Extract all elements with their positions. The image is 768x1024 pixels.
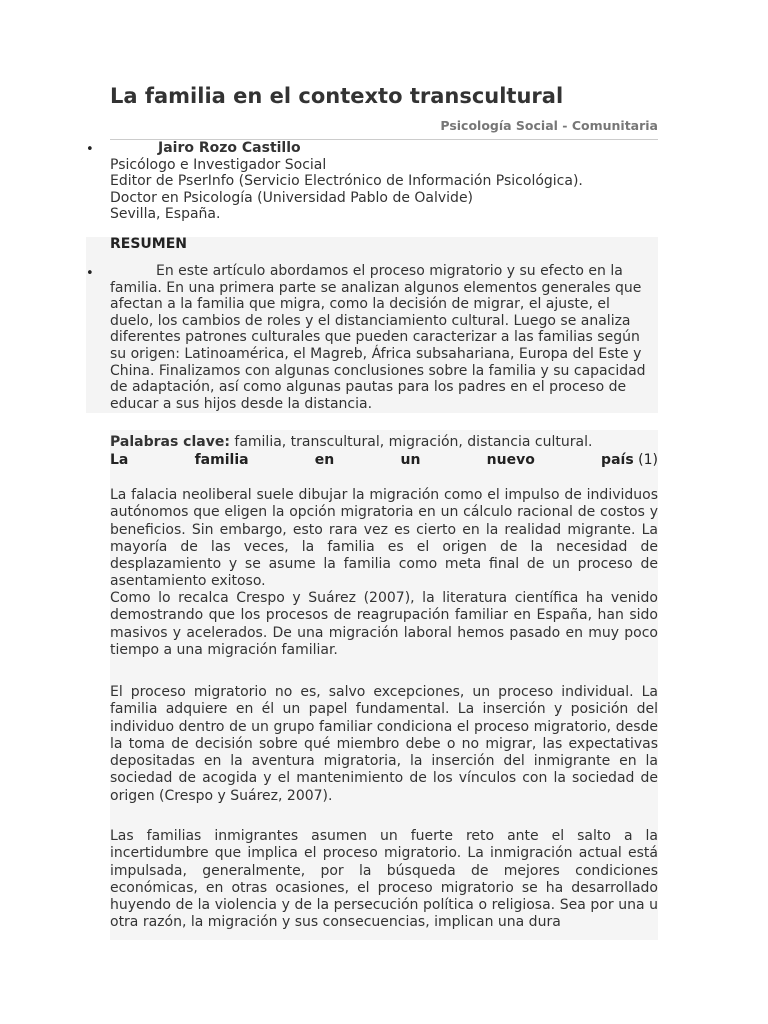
article-category[interactable]: Psicología Social - Comunitaria bbox=[440, 118, 658, 133]
section-heading bbox=[110, 452, 658, 469]
author-location: Sevilla, España. bbox=[110, 206, 221, 222]
author-block bbox=[110, 140, 670, 223]
summary-text-block bbox=[110, 263, 655, 412]
body-paragraph-2: Como lo recalca Crespo y Suárez (2007), la literatura científica ha venido demostrando que los procesos de reagrupación familiar en España, han sido masivos y acelerados. De una migración laboral hemos pasado en muy poco tiempo a una migración familiar. bbox=[110, 590, 658, 658]
article-title: La familia en el contexto transcultural bbox=[110, 84, 564, 108]
body-paragraph-3: El proceso migratorio no es, salvo excepciones, un proceso individual. La familia adquiere en él un papel fundamental. La inserción y posición del individuo dentro de un grupo familiar condiciona el proceso migratorio, desde la toma de decisión sobre qué miembro debe o no migrar, las expectativas depositadas en la aventura migratoria, la inserción del inmigrante en la sociedad de acogida y el mantenimiento de los vínculos con la sociedad de origen (Crespo y Suárez, 2007). bbox=[110, 684, 658, 804]
summary-bullet: • bbox=[86, 266, 94, 281]
body-paragraph-4: Las familias inmigrantes asumen un fuerte reto ante el salto a la incertidumbre que implica el proceso migratorio. La inmigración actual está impulsada, generalmente, por la búsqueda de mejores condiciones económicas, en otras ocasiones, el proceso migratorio se ha desarrollado huyendo de la violencia y de la persecución política o religiosa. Sea por una u otra razón, la migración y sus consecuencias, implican una dura bbox=[110, 828, 658, 931]
keywords-label: Palabras clave: bbox=[110, 434, 230, 450]
author-title: Psicólogo e Investigador Social bbox=[110, 156, 327, 173]
section-footnote-ref[interactable]: (1) bbox=[633, 452, 658, 468]
section-heading-word: familia bbox=[194, 452, 249, 468]
summary-heading: RESUMEN bbox=[110, 236, 188, 252]
author-bullet: • bbox=[86, 142, 94, 157]
author-degree: Doctor en Psicología (Universidad Pablo de Oalvide) bbox=[110, 189, 474, 206]
section-heading-word: país bbox=[601, 452, 634, 468]
keywords-line bbox=[110, 434, 658, 451]
author-editor: Editor de PserInfo (Servicio Electrónico de Información Psicológica). bbox=[110, 173, 583, 189]
body-paragraph-1: La falacia neoliberal suele dibujar la migración como el impulso de individuos autónomos que eligen la opción migratoria en un cálculo racional de costos y beneficios. Sin embargo, esto rara vez es cierto en la realidad migrante. La mayoría de las veces, la familia es el origen de la necesidad de desplazamiento y se asume la familia como meta final de un proceso de asentamiento exitoso. bbox=[110, 487, 658, 590]
section-heading-word: en bbox=[314, 452, 335, 468]
section-heading-word: un bbox=[400, 452, 421, 468]
author-name: Jairo Rozo Castillo bbox=[158, 140, 301, 156]
keywords-text: familia, transcultural, migración, distancia cultural. bbox=[229, 434, 593, 450]
summary-text: En este artículo abordamos el proceso migratorio y su efecto en la familia. En una primera parte se analizan algunos elementos generales que afectan a la familia que migra, como la decisión de migrar, el ajuste, el duelo, los cambios de roles y el distanciamiento cultural. Luego se analiza diferentes patrones culturales que pueden caracterizar a las familias según su origen: Latinoamérica, el Magreb, África subsahariana, Europa del Este y China. Finalizamos con algunas conclusiones sobre la familia y su capacidad de adaptación, así como algunas pautas para los padres en el proceso de educar a sus hijos desde la distancia. bbox=[110, 263, 646, 412]
section-heading-word: nuevo bbox=[486, 452, 535, 468]
section-heading-word: La bbox=[110, 452, 129, 468]
